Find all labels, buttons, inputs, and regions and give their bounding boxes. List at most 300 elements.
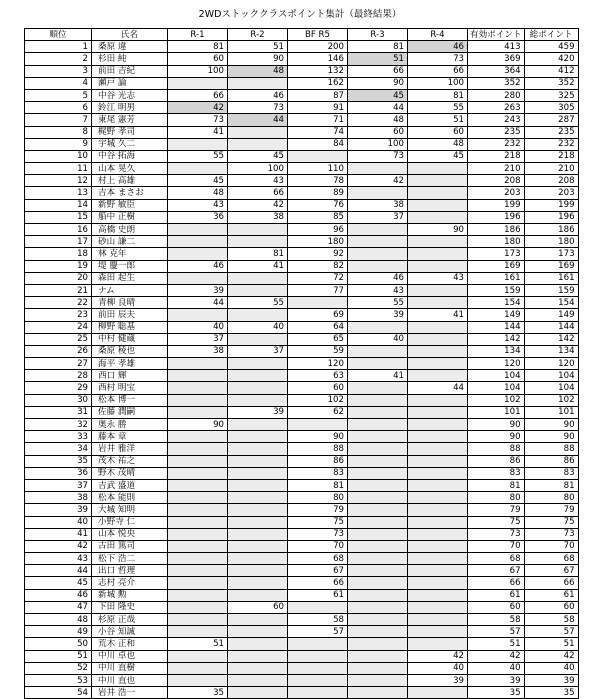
driver-name-cell: 宇城 久二 — [92, 138, 168, 150]
total-points-cell: 287 — [524, 114, 578, 126]
r2-points-cell — [228, 492, 288, 504]
r2-points-cell: 66 — [228, 187, 288, 199]
table-row — [25, 431, 579, 443]
valid-points-cell: 196 — [468, 211, 525, 223]
driver-name-cell: 杉田 純 — [92, 53, 168, 65]
bf-r5-points-cell: 57 — [288, 626, 348, 638]
r2-points-cell — [228, 309, 288, 321]
valid-points-cell: 61 — [468, 589, 525, 601]
total-points-cell: 199 — [524, 199, 578, 211]
table-row — [25, 455, 579, 467]
header-r1: R-1 — [168, 29, 228, 41]
bf-r5-points-cell — [288, 638, 348, 650]
driver-name-cell: 山本 悦央 — [92, 528, 168, 540]
table-row — [25, 492, 579, 504]
r4-points-cell — [408, 455, 468, 467]
bf-r5-points-cell: 88 — [288, 443, 348, 455]
driver-name-cell: 下田 隆史 — [92, 601, 168, 613]
bf-r5-points-cell: 65 — [288, 333, 348, 345]
r3-points-cell: 48 — [348, 114, 408, 126]
driver-name-cell: 桑原 違 — [92, 41, 168, 53]
page-title: 2WDストッククラスポイント集計（最終結果） — [198, 9, 402, 20]
total-points-cell: 75 — [524, 516, 578, 528]
r1-points-cell: 48 — [168, 187, 228, 199]
valid-points-cell: 243 — [468, 114, 525, 126]
valid-points-cell: 142 — [468, 333, 525, 345]
total-points-cell: 161 — [524, 272, 578, 284]
r4-points-cell — [408, 211, 468, 223]
r2-points-cell — [228, 236, 288, 248]
bf-r5-points-cell: 87 — [288, 89, 348, 101]
r1-points-cell: 44 — [168, 297, 228, 309]
rank-cell: 4 — [25, 77, 92, 89]
driver-name-cell: 藤本 章 — [92, 431, 168, 443]
bf-r5-points-cell: 68 — [288, 553, 348, 565]
bf-r5-points-cell: 91 — [288, 102, 348, 114]
header-name: 氏名 — [92, 29, 168, 41]
total-points-cell: 88 — [524, 443, 578, 455]
driver-name-cell: 野木 茂晴 — [92, 467, 168, 479]
r1-points-cell — [168, 674, 228, 686]
total-points-cell: 58 — [524, 614, 578, 626]
table-row — [25, 284, 579, 296]
total-points-cell: 232 — [524, 138, 578, 150]
r1-points-cell — [168, 467, 228, 479]
r1-points-cell — [168, 406, 228, 418]
table-row — [25, 333, 579, 345]
total-points-cell: 235 — [524, 126, 578, 138]
r3-points-cell — [348, 565, 408, 577]
rank-cell: 23 — [25, 309, 92, 321]
r3-points-cell — [348, 626, 408, 638]
driver-name-cell: 柳野 聡基 — [92, 321, 168, 333]
r1-points-cell — [168, 540, 228, 552]
total-points-cell: 51 — [524, 638, 578, 650]
r4-points-cell — [408, 431, 468, 443]
valid-points-cell: 199 — [468, 199, 525, 211]
valid-points-cell: 203 — [468, 187, 525, 199]
driver-name-cell: 船中 正樹 — [92, 211, 168, 223]
rank-cell: 31 — [25, 406, 92, 418]
r2-points-cell — [228, 358, 288, 370]
r2-points-cell: 42 — [228, 199, 288, 211]
r4-points-cell — [408, 638, 468, 650]
table-row — [25, 553, 579, 565]
rank-cell: 22 — [25, 297, 92, 309]
total-points-cell: 67 — [524, 565, 578, 577]
header-rank: 順位 — [25, 29, 92, 41]
r3-points-cell — [348, 236, 408, 248]
r4-points-cell — [408, 626, 468, 638]
r2-points-cell — [228, 467, 288, 479]
driver-name-cell: 森田 起生 — [92, 272, 168, 284]
total-points-cell: 70 — [524, 540, 578, 552]
rank-cell: 26 — [25, 345, 92, 357]
valid-points-cell: 149 — [468, 309, 525, 321]
rank-cell: 3 — [25, 65, 92, 77]
r1-points-cell — [168, 662, 228, 674]
valid-points-cell: 161 — [468, 272, 525, 284]
bf-r5-points-cell: 62 — [288, 406, 348, 418]
rank-cell: 37 — [25, 479, 92, 491]
r4-points-cell — [408, 467, 468, 479]
r3-points-cell — [348, 406, 408, 418]
valid-points-cell: 364 — [468, 65, 525, 77]
r2-points-cell — [228, 614, 288, 626]
total-points-cell: 80 — [524, 492, 578, 504]
table-row — [25, 589, 579, 601]
table-row — [25, 248, 579, 260]
r2-points-cell: 39 — [228, 406, 288, 418]
r3-points-cell: 42 — [348, 175, 408, 187]
r3-points-cell: 37 — [348, 211, 408, 223]
bf-r5-points-cell: 63 — [288, 370, 348, 382]
r4-points-cell: 60 — [408, 126, 468, 138]
bf-r5-points-cell: 60 — [288, 382, 348, 394]
total-points-cell: 102 — [524, 394, 578, 406]
table-row — [25, 370, 579, 382]
table-row — [25, 163, 579, 175]
r1-points-cell — [168, 138, 228, 150]
r3-points-cell — [348, 504, 408, 516]
r2-points-cell — [228, 370, 288, 382]
r1-points-cell — [168, 77, 228, 89]
r1-points-cell: 41 — [168, 126, 228, 138]
rank-cell: 28 — [25, 370, 92, 382]
rank-cell: 45 — [25, 577, 92, 589]
rank-cell: 53 — [25, 674, 92, 686]
driver-name-cell: 瀬戸 論 — [92, 77, 168, 89]
table-row — [25, 650, 579, 662]
rank-cell: 41 — [25, 528, 92, 540]
valid-points-cell: 35 — [468, 687, 525, 699]
total-points-cell: 169 — [524, 260, 578, 272]
total-points-cell: 180 — [524, 236, 578, 248]
driver-name-cell: 前田 吉紀 — [92, 65, 168, 77]
r3-points-cell: 39 — [348, 309, 408, 321]
r4-points-cell — [408, 577, 468, 589]
driver-name-cell: 出口 哲理 — [92, 565, 168, 577]
valid-points-cell: 68 — [468, 553, 525, 565]
bf-r5-points-cell: 86 — [288, 455, 348, 467]
r4-points-cell — [408, 199, 468, 211]
bf-r5-points-cell: 67 — [288, 565, 348, 577]
table-row — [25, 394, 579, 406]
r3-points-cell — [348, 662, 408, 674]
r2-points-cell — [228, 528, 288, 540]
r1-points-cell: 100 — [168, 65, 228, 77]
rank-cell: 21 — [25, 284, 92, 296]
valid-points-cell: 369 — [468, 53, 525, 65]
r1-points-cell — [168, 455, 228, 467]
table-row — [25, 65, 579, 77]
driver-name-cell: 桑原 稜也 — [92, 345, 168, 357]
driver-name-cell: 吉武 盛道 — [92, 479, 168, 491]
driver-name-cell: 砂山 謙二 — [92, 236, 168, 248]
r2-points-cell: 90 — [228, 53, 288, 65]
valid-points-cell: 73 — [468, 528, 525, 540]
total-points-cell: 154 — [524, 297, 578, 309]
r4-points-cell: 66 — [408, 65, 468, 77]
r3-points-cell — [348, 260, 408, 272]
rank-cell: 44 — [25, 565, 92, 577]
driver-name-cell: 梶野 孝司 — [92, 126, 168, 138]
r3-points-cell — [348, 528, 408, 540]
total-points-cell: 186 — [524, 224, 578, 236]
valid-points-cell: 159 — [468, 284, 525, 296]
rank-cell: 43 — [25, 553, 92, 565]
valid-points-cell: 104 — [468, 382, 525, 394]
r1-points-cell — [168, 650, 228, 662]
table-row — [25, 479, 579, 491]
driver-name-cell: 中川 卓也 — [92, 650, 168, 662]
table-row — [25, 638, 579, 650]
valid-points-cell: 413 — [468, 41, 525, 53]
r4-points-cell — [408, 504, 468, 516]
valid-points-cell: 120 — [468, 358, 525, 370]
r3-points-cell: 90 — [348, 77, 408, 89]
r1-points-cell: 43 — [168, 199, 228, 211]
r3-points-cell — [348, 674, 408, 686]
bf-r5-points-cell — [288, 601, 348, 613]
r2-points-cell — [228, 431, 288, 443]
driver-name-cell: 中谷 光志 — [92, 89, 168, 101]
valid-points-cell: 75 — [468, 516, 525, 528]
r2-points-cell — [228, 504, 288, 516]
valid-points-cell: 102 — [468, 394, 525, 406]
table-row — [25, 126, 579, 138]
r2-points-cell — [228, 662, 288, 674]
total-points-cell: 134 — [524, 345, 578, 357]
table-row — [25, 211, 579, 223]
r1-points-cell — [168, 589, 228, 601]
table-row — [25, 236, 579, 248]
r1-points-cell — [168, 601, 228, 613]
table-row — [25, 601, 579, 613]
bf-r5-points-cell: 74 — [288, 126, 348, 138]
r2-points-cell — [228, 284, 288, 296]
driver-name-cell: 佐藤 潤嗣 — [92, 406, 168, 418]
r3-points-cell — [348, 614, 408, 626]
r4-points-cell — [408, 163, 468, 175]
r1-points-cell: 90 — [168, 419, 228, 431]
bf-r5-points-cell: 96 — [288, 224, 348, 236]
bf-r5-points-cell: 85 — [288, 211, 348, 223]
valid-points-cell: 58 — [468, 614, 525, 626]
total-points-cell: 40 — [524, 662, 578, 674]
bf-r5-points-cell: 110 — [288, 163, 348, 175]
r2-points-cell: 48 — [228, 65, 288, 77]
r3-points-cell: 51 — [348, 53, 408, 65]
valid-points-cell: 169 — [468, 260, 525, 272]
valid-points-cell: 86 — [468, 455, 525, 467]
rank-cell: 15 — [25, 211, 92, 223]
table-row — [25, 540, 579, 552]
total-points-cell: 325 — [524, 89, 578, 101]
r4-points-cell — [408, 443, 468, 455]
r2-points-cell — [228, 419, 288, 431]
rank-cell: 7 — [25, 114, 92, 126]
total-points-cell: 420 — [524, 53, 578, 65]
bf-r5-points-cell: 80 — [288, 492, 348, 504]
r4-points-cell — [408, 406, 468, 418]
valid-points-cell: 186 — [468, 224, 525, 236]
r2-points-cell — [228, 138, 288, 150]
table-row — [25, 199, 579, 211]
r1-points-cell — [168, 504, 228, 516]
r4-points-cell — [408, 553, 468, 565]
total-points-cell: 81 — [524, 479, 578, 491]
driver-name-cell: 中谷 拓海 — [92, 150, 168, 162]
r2-points-cell: 55 — [228, 297, 288, 309]
bf-r5-points-cell: 72 — [288, 272, 348, 284]
table-row — [25, 626, 579, 638]
header-row — [25, 29, 579, 41]
valid-points-cell: 218 — [468, 150, 525, 162]
r3-points-cell: 100 — [348, 138, 408, 150]
driver-name-cell: 西村 明宝 — [92, 382, 168, 394]
r3-points-cell: 81 — [348, 41, 408, 53]
table-row — [25, 577, 579, 589]
r3-points-cell — [348, 321, 408, 333]
r2-points-cell — [228, 333, 288, 345]
r1-points-cell: 39 — [168, 284, 228, 296]
r3-points-cell: 60 — [348, 126, 408, 138]
r2-points-cell: 44 — [228, 114, 288, 126]
total-points-cell: 42 — [524, 650, 578, 662]
valid-points-cell: 83 — [468, 467, 525, 479]
total-points-cell: 120 — [524, 358, 578, 370]
rank-cell: 20 — [25, 272, 92, 284]
total-points-cell: 57 — [524, 626, 578, 638]
bf-r5-points-cell: 146 — [288, 53, 348, 65]
total-points-cell: 73 — [524, 528, 578, 540]
bf-r5-points-cell: 102 — [288, 394, 348, 406]
r1-points-cell: 38 — [168, 345, 228, 357]
r1-points-cell — [168, 516, 228, 528]
total-points-cell: 66 — [524, 577, 578, 589]
r1-points-cell: 55 — [168, 150, 228, 162]
driver-name-cell: 杉原 正哉 — [92, 614, 168, 626]
total-points-cell: 218 — [524, 150, 578, 162]
valid-points-cell: 210 — [468, 163, 525, 175]
table-row — [25, 138, 579, 150]
r2-points-cell: 38 — [228, 211, 288, 223]
r1-points-cell — [168, 528, 228, 540]
r2-points-cell — [228, 516, 288, 528]
total-points-cell: 101 — [524, 406, 578, 418]
bf-r5-points-cell: 84 — [288, 138, 348, 150]
table-row — [25, 297, 579, 309]
total-points-cell: 144 — [524, 321, 578, 333]
rank-cell: 13 — [25, 187, 92, 199]
rank-cell: 19 — [25, 260, 92, 272]
total-points-cell: 86 — [524, 455, 578, 467]
r4-points-cell — [408, 614, 468, 626]
table-row — [25, 662, 579, 674]
table-row — [25, 224, 579, 236]
r2-points-cell — [228, 394, 288, 406]
rank-cell: 1 — [25, 41, 92, 53]
driver-name-cell: 茂木 祐之 — [92, 455, 168, 467]
total-points-cell: 61 — [524, 589, 578, 601]
driver-name-cell: 西口 輝 — [92, 370, 168, 382]
valid-points-cell: 235 — [468, 126, 525, 138]
bf-r5-points-cell — [288, 297, 348, 309]
driver-name-cell: 前田 辰夫 — [92, 309, 168, 321]
rank-cell: 16 — [25, 224, 92, 236]
r2-points-cell — [228, 674, 288, 686]
total-points-cell: 83 — [524, 467, 578, 479]
r3-points-cell — [348, 345, 408, 357]
r1-points-cell: 36 — [168, 211, 228, 223]
r3-points-cell — [348, 638, 408, 650]
total-points-cell: 352 — [524, 77, 578, 89]
header-total-points: 総ポイント — [524, 29, 578, 41]
valid-points-cell: 173 — [468, 248, 525, 260]
r2-points-cell — [228, 553, 288, 565]
header-r4: R-4 — [408, 29, 468, 41]
bf-r5-points-cell: 83 — [288, 467, 348, 479]
table-row — [25, 443, 579, 455]
r3-points-cell — [348, 358, 408, 370]
r2-points-cell — [228, 626, 288, 638]
driver-name-cell: 奥永 勝 — [92, 419, 168, 431]
r4-points-cell — [408, 236, 468, 248]
bf-r5-points-cell: 73 — [288, 528, 348, 540]
valid-points-cell: 104 — [468, 370, 525, 382]
bf-r5-points-cell: 81 — [288, 479, 348, 491]
r2-points-cell: 81 — [228, 248, 288, 260]
r4-points-cell: 100 — [408, 77, 468, 89]
rank-cell: 42 — [25, 540, 92, 552]
table-row — [25, 150, 579, 162]
rank-cell: 38 — [25, 492, 92, 504]
bf-r5-points-cell: 77 — [288, 284, 348, 296]
rank-cell: 6 — [25, 102, 92, 114]
r1-points-cell: 81 — [168, 41, 228, 53]
r4-points-cell: 45 — [408, 150, 468, 162]
r4-points-cell: 90 — [408, 224, 468, 236]
r1-points-cell — [168, 394, 228, 406]
r1-points-cell — [168, 224, 228, 236]
valid-points-cell: 134 — [468, 345, 525, 357]
bf-r5-points-cell: 90 — [288, 431, 348, 443]
valid-points-cell: 352 — [468, 77, 525, 89]
table-row — [25, 345, 579, 357]
bf-r5-points-cell: 120 — [288, 358, 348, 370]
r2-points-cell: 100 — [228, 163, 288, 175]
total-points-cell: 79 — [524, 504, 578, 516]
valid-points-cell: 101 — [468, 406, 525, 418]
rank-cell: 17 — [25, 236, 92, 248]
bf-r5-points-cell — [288, 150, 348, 162]
rank-cell: 35 — [25, 455, 92, 467]
bf-r5-points-cell: 70 — [288, 540, 348, 552]
table-row — [25, 516, 579, 528]
driver-name-cell: 古田 篤司 — [92, 540, 168, 552]
r1-points-cell — [168, 309, 228, 321]
r3-points-cell: 40 — [348, 333, 408, 345]
rank-cell: 36 — [25, 467, 92, 479]
table-row — [25, 382, 579, 394]
bf-r5-points-cell: 180 — [288, 236, 348, 248]
valid-points-cell: 90 — [468, 431, 525, 443]
bf-r5-points-cell — [288, 419, 348, 431]
bf-r5-points-cell: 75 — [288, 516, 348, 528]
rank-cell: 51 — [25, 650, 92, 662]
table-row — [25, 309, 579, 321]
